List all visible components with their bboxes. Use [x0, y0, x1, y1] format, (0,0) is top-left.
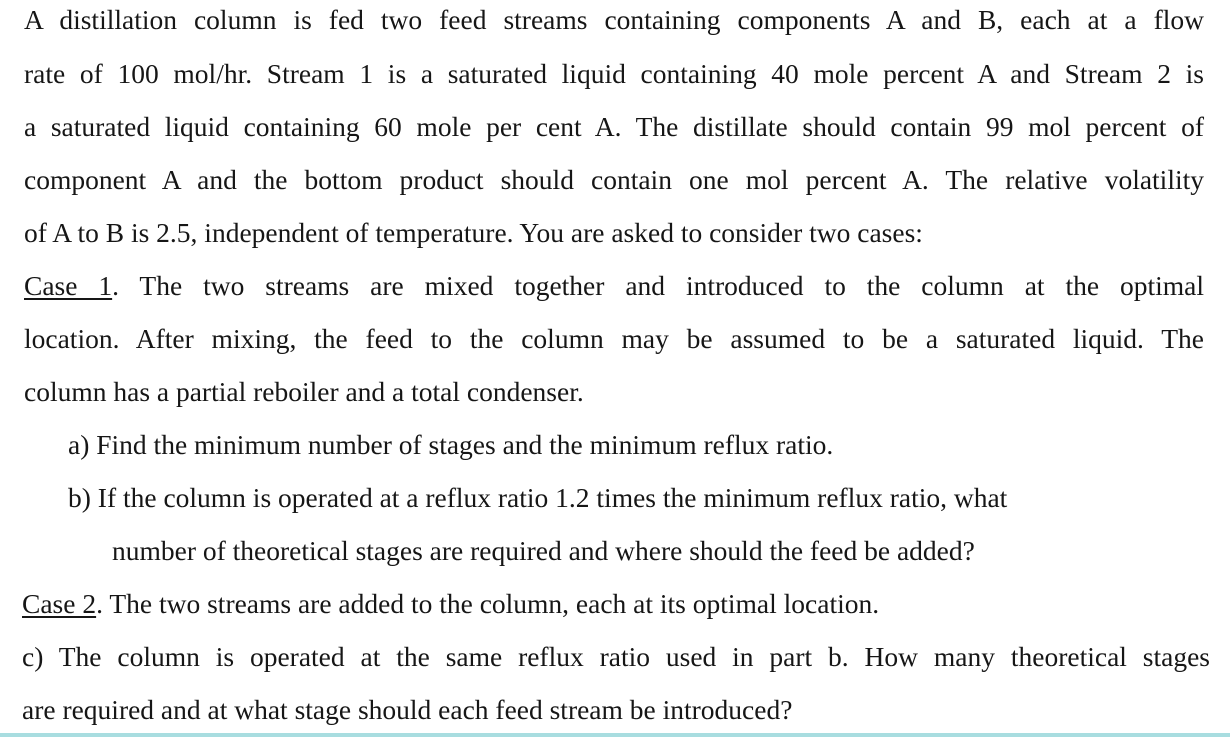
case1-line-2: location. After mixing, the feed to the column may be assumed to be a saturated liquid. The: [24, 323, 1204, 354]
case1-line-1: [24, 269, 1204, 303]
case2-label: Case 2: [22, 588, 97, 619]
case1-label: Case 1: [24, 270, 113, 301]
part-b-line-1: b) If the column is operated at a reflux ratio 1.2 times the minimum reflux ratio, what: [68, 482, 1008, 513]
part-b-line-2: number of theoretical stages are required and where should the feed be added?: [112, 535, 975, 566]
intro-line-5: of A to B is 2.5, independent of temperature. You are asked to consider two cases:: [24, 217, 923, 248]
part-a: a) Find the minimum number of stages and the minimum reflux ratio.: [68, 429, 834, 460]
intro-line-3: a saturated liquid containing 60 mole per cent A. The distillate should contain 99 mol percent of: [24, 111, 1204, 142]
bottom-border: [0, 733, 1230, 737]
case2-line: [22, 587, 879, 621]
case1-text-1: . The two streams are mixed together and introduced to the column at the optimal: [112, 270, 1204, 301]
intro-line-1: A distillation column is fed two feed streams containing components A and B, each at a flow: [24, 4, 1204, 35]
intro-line-2: rate of 100 mol/hr. Stream 1 is a saturated liquid containing 40 mole percent A and Stream 2 is: [24, 58, 1204, 89]
part-c-line-1: c) The column is operated at the same reflux ratio used in part b. How many theoretical stages: [22, 641, 1210, 672]
part-c-line-2: are required and at what stage should each feed stream be introduced?: [22, 694, 793, 725]
case1-line-3: column has a partial reboiler and a total condenser.: [24, 376, 584, 407]
case2-text: . The two streams are added to the column, each at its optimal location.: [96, 588, 880, 619]
intro-line-4: component A and the bottom product should contain one mol percent A. The relative volatility: [24, 164, 1204, 195]
